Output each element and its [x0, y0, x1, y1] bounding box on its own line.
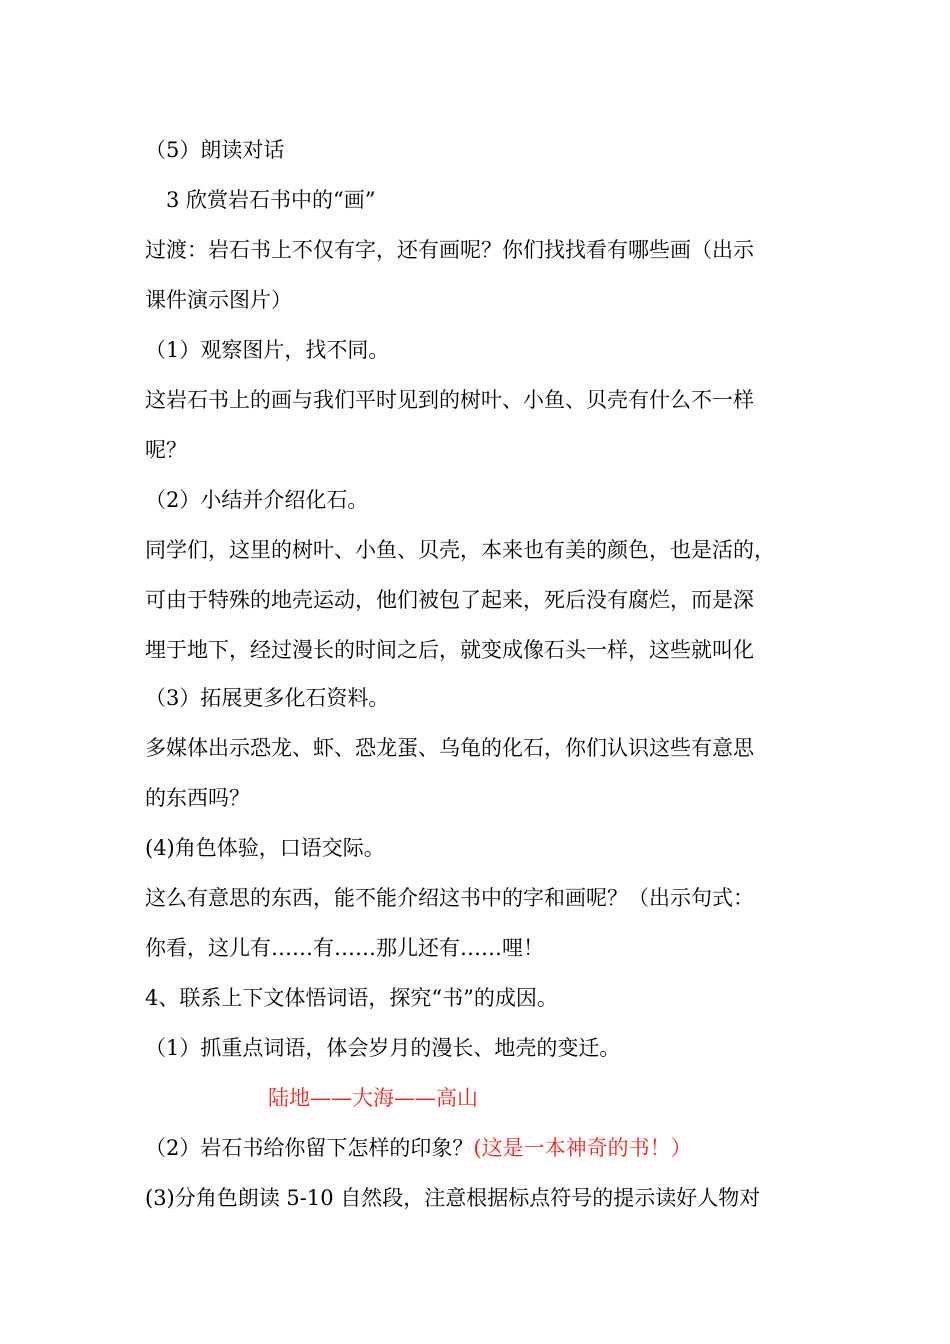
step-observe-pictures: （1）观察图片，找不同。 [145, 338, 390, 362]
step-expand-fossil-materials: （3）拓展更多化石资料。 [145, 686, 390, 710]
paragraph-fossil-explanation-3: 埋于地下，经过漫长的时间之后，就变成像石头一样，这些就叫化 [145, 638, 754, 662]
heading-read-dialogue: （5）朗读对话 [145, 138, 285, 162]
paragraph-question: 这岩石书上的画与我们平时见到的树叶、小鱼、贝壳有什么不一样 [145, 388, 754, 412]
paragraph-transition: 过渡：岩石书上不仅有字，还有画呢？你们找找看有哪些画（出示 [145, 238, 754, 262]
section-heading-appreciate-pictures: 3 欣赏岩石书中的“画” [166, 188, 376, 212]
section-heading-context-words: 4、联系上下文体悟词语，探究“书”的成因。 [145, 986, 558, 1010]
step-summary-fossils: （2）小结并介绍化石。 [145, 488, 369, 512]
paragraph-multimedia: 多媒体出示恐龙、虾、恐龙蛋、乌龟的化石，你们认识这些有意思 [145, 736, 754, 760]
step-key-words: （1）抓重点词语，体会岁月的漫长、地壳的变迁。 [145, 1036, 621, 1060]
paragraph-question-cont: 呢？ [145, 438, 187, 462]
step-role-experience: (4)角色体验，口语交际。 [145, 836, 385, 860]
paragraph-introduce: 这么有意思的东西，能不能介绍这书中的字和画呢？（出示句式： [145, 886, 754, 910]
impression-answer: (这是一本神奇的书！） [473, 1136, 692, 1160]
step-role-reading: (3)分角色朗读 5-10 自然段，注意根据标点符号的提示读好人物对 [145, 1186, 761, 1210]
highlight-land-sea-mountain: 陆地——大海——高山 [268, 1086, 478, 1110]
paragraph-sentence-pattern: 你看，这儿有……有……那儿还有……哩！ [145, 936, 544, 960]
step-impression [145, 1133, 692, 1163]
impression-question: （2）岩石书给你留下怎样的印象？ [145, 1136, 474, 1160]
paragraph-multimedia-cont: 的东西吗？ [145, 786, 250, 810]
paragraph-fossil-explanation: 同学们，这里的树叶、小鱼、贝壳，本来也有美的颜色，也是活的， [145, 538, 775, 562]
paragraph-transition-cont: 课件演示图片） [145, 288, 292, 312]
paragraph-fossil-explanation-2: 可由于特殊的地壳运动，他们被包了起来，死后没有腐烂，而是深 [145, 588, 754, 612]
